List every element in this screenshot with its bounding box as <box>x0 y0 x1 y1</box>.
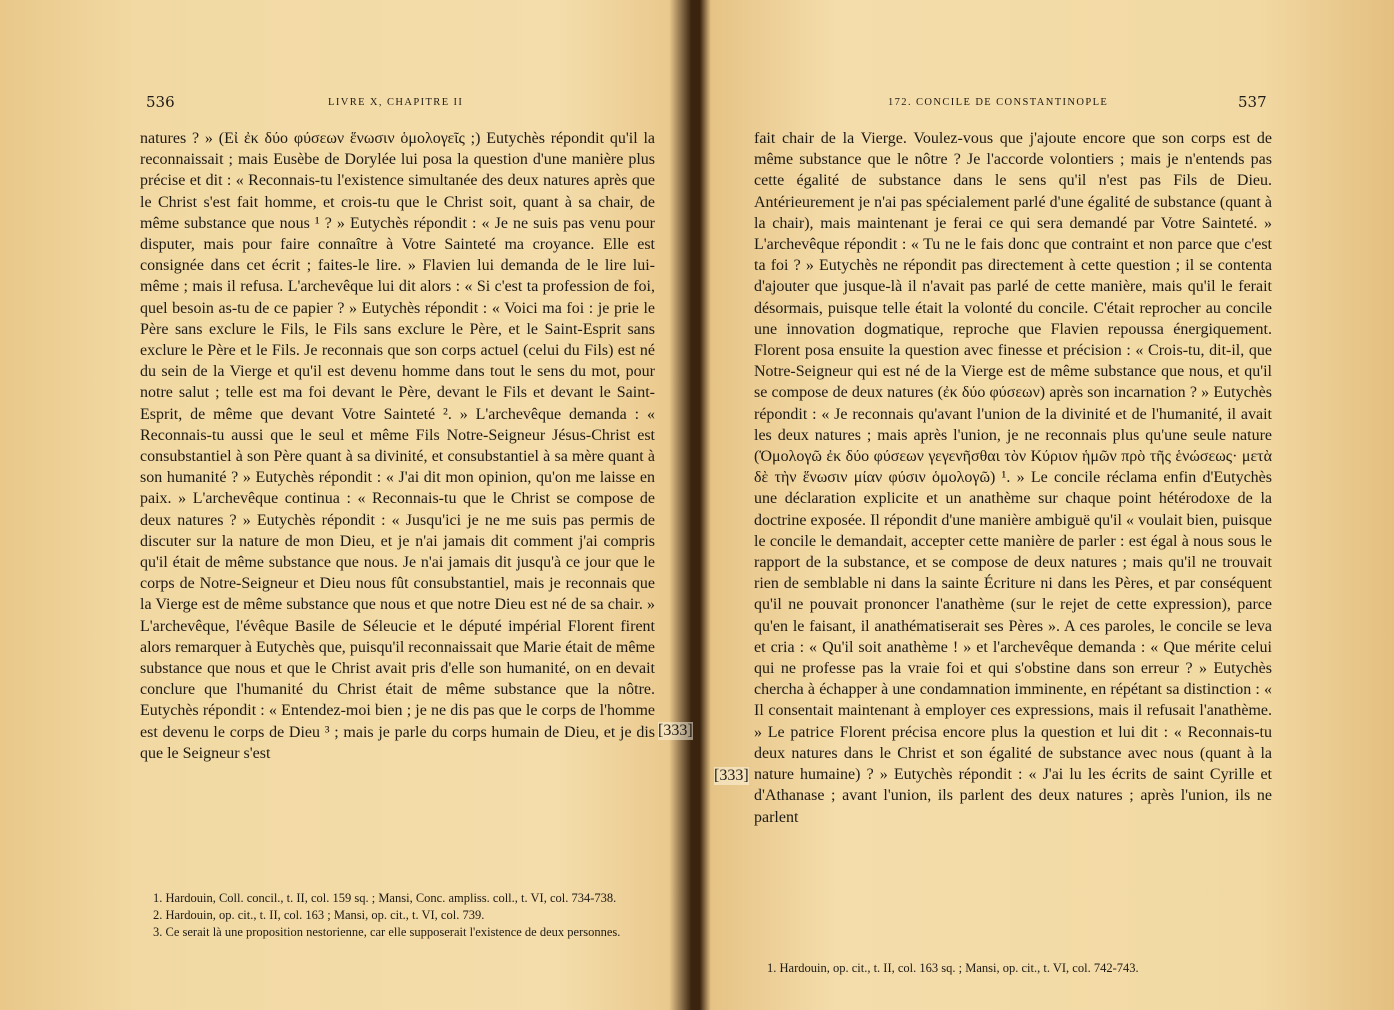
page-number: 536 <box>146 93 175 111</box>
footnote: 2. Hardouin, op. cit., t. II, col. 163 ; Mansi, op. cit., t. VI, col. 739. <box>153 908 485 922</box>
footnote: 3. Ce serait là une proposition nestorienne, car elle supposerait l'existence de deux personnes. <box>153 925 621 939</box>
left-page <box>0 0 692 1010</box>
paragraph: fait chair de la Vierge. Voulez-vous que j'ajoute encore que son corps est de même substance que le nôtre ? Je l'accorde volontiers ; mais je n'entends pas cette égalité de substance dans le sens qu'il n'est pas Fils de Dieu. Antérieurement je n'ai pas spécialement parlé d'une égalité de substance (quant à la chair), mais maintenant je ferai ce qui sera demandé par Votre Sainteté. » L'archevêque répondit : « Tu ne le fais donc que contraint et non parce que c'est ta foi ? » Eutychès ne répondit pas directement à cette question ; il se contenta d'ajouter que jusque-là il n'avait pas parlé de cette manière, mais qu'il le ferait désormais, puisque telle était la volonté du concile. C'était reprocher au concile une innovation dogmatique, reproche que Flavien repoussa énergiquement. Florent posa ensuite la question avec finesse et précision : « Crois-tu, dit-il, que Notre-Seigneur qui est né de la Vierge est de même substance que nous, et qu'il se compose de deux natures (ἐκ δύο φύσεων) après son incarnation ? » Eutychès répondit : « Je reconnais qu'avant l'union de la divinité et de l'humanité, il avait les deux natures ; mais après l'union, je ne reconnais plus qu'une seule nature (Ὁμολογῶ ἐκ δύο φύσεων γεγενῆσθαι τὸν Κύριον ἡμῶν πρὸ τῆς ἑνώσεως· μετὰ δὲ τὴν ἕνωσιν μίαν φύσιν ὁμολογῶ) ¹. » Le concile réclama enfin d'Eutychès une déclaration explicite et un anathème sur chaque point hétérodoxe de la doctrine exposée. Il répondit d'une manière ambiguë qu'il « voulait bien, puisque le concile le demandait, accepter cette manière de parler : est égal à nous sous le rapport de la substance, et se compose de deux natures ; mais qu'il ne trouvait rien de semblable ni dans la sainte Écriture ni dans les Pères, et par conséquent qu'il ne pouvait prononcer l'anathème (sur le rejet de cette expression), parce qu'en le faisant, il anathématiserait ses Pères ». A ces paroles, le concile se leva et cria : « Qu'il soit anathème ! » et l'archevêque demanda : « Que mérite celui qui ne professe pas la vraie foi et qui s'obstine dans son erreur ? » Eutychès chercha à échapper à une condamnation imminente, en répétant sa distinction : « Il consentait maintenant à employer ces expressions, mais il refusait l'anathème. » Le patrice Florent précisa encore plus la question et lui dit : « Reconnais-tu deux natures dans le Christ et son égalité de substance avec nous (quant à la nature humaine) ? » Eutychès répondit : « J'ai lu les écrits de saint Cyrille et d'Athanase ; avant l'union, ils parlent des deux natures ; après l'union, ils ne parlent <box>754 130 1272 826</box>
footnotes <box>754 960 1272 977</box>
footnote: 1. Hardouin, op. cit., t. II, col. 163 sq. ; Mansi, op. cit., t. VI, col. 742-743. <box>767 961 1139 975</box>
margin-marker: [333] <box>714 767 749 784</box>
running-head: LIVRE X, CHAPITRE II <box>328 97 464 108</box>
page-number: 537 <box>1238 93 1267 111</box>
right-page <box>702 0 1394 1010</box>
paragraph: natures ? » (Εἰ ἐκ δύο φύσεων ἕνωσιν ὁμολογεῖς ;) Eutychès répondit qu'il la reconnaissait ; mais Eusèbe de Dorylée lui posa la question d'une manière plus précise et dit : « Reconnais-tu l'existence simultanée des deux natures après que le Christ s'est fait homme, et crois-tu que le Christ soit, quant à sa chair, de même substance que nous ¹ ? » Eutychès répondit : « Je ne suis pas venu pour disputer, mais pour faire connaître à Votre Sainteté ma croyance. Elle est consignée dans cet écrit ; faites-le lire. » Flavien lui demanda de le lire lui-même ; mais il refusa. L'archevêque lui dit alors : « Si c'est ta profession de foi, quel besoin as-tu de ce papier ? » Eutychès répondit : « Voici ma foi : je prie le Père sans exclure le Fils, le Fils sans exclure le Père, et le Saint-Esprit sans exclure le Père et le Fils. Je reconnais que son corps actuel (celui du Fils) est né du sein de la Vierge et qu'il est devenu homme dans tout le sens du mot, pour notre salut ; telle est ma foi devant le Père, devant le Fils et devant le Saint-Esprit, de même que devant Votre Sainteté ². » L'archevêque demanda : « Reconnais-tu aussi que le seul et même Fils Notre-Seigneur Jésus-Christ est consubstantiel à son Père quant à sa divinité, et consubstantiel à sa mère quant à son humanité ? » Eutychès répondit : « J'ai dit mon opinion, qu'on me laisse en paix. » L'archevêque continua : « Reconnais-tu que le Christ se compose de deux natures ? » Eutychès répondit : « Jusqu'ici je ne me suis pas permis de discuter sur la nature de mon Dieu, et je n'ai jamais dit comment j'ai compris qu'il était de même substance que nous. Je n'ai jamais dit jusqu'à ce jour que le corps de Notre-Seigneur et Dieu nous fût consubstantiel, mais je reconnais que la Vierge est de même substance que nous et que notre Dieu est né de sa chair. » L'archevêque, l'évêque Basile de Séleucie et le député impérial Florent firent alors remarquer à Eutychès que, puisqu'il reconnaissait que Marie était de même substance que nous et que le Christ avait pris d'elle son humanité, on en devait conclure que l'humanité du Christ était de même substance que la nôtre. Eutychès répondit : « Entendez-moi bien ; je ne dis pas que le corps de l'homme est devenu le corps de Dieu ³ ; mais je parle du corps humain de Dieu, et je dis que le Seigneur s'est <box>140 130 655 762</box>
body-text <box>140 128 655 764</box>
body-text <box>754 128 1272 828</box>
footnote: 1. Hardouin, Coll. concil., t. II, col. 159 sq. ; Mansi, Conc. ampliss. coll., t. VI, col. 734-738. <box>153 891 617 905</box>
margin-marker: [333] <box>658 722 693 739</box>
footnotes <box>140 890 655 941</box>
running-head: 172. CONCILE DE CONSTANTINOPLE <box>888 97 1109 108</box>
